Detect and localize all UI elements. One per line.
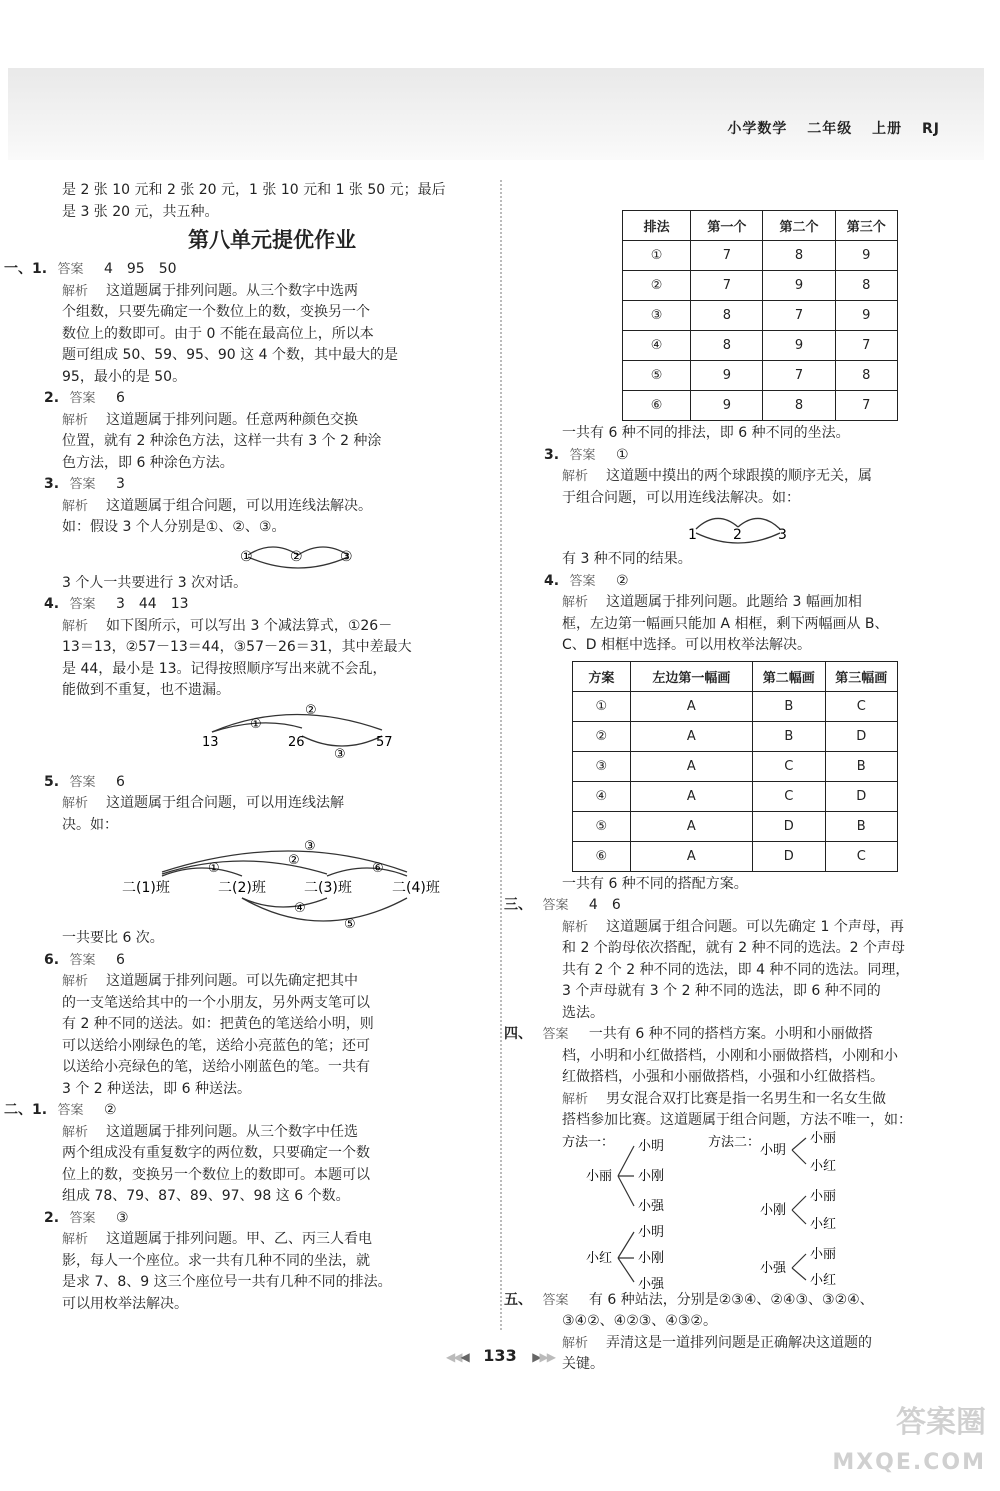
table-cell: 9 — [835, 301, 897, 331]
arc-label: ③ — [334, 746, 346, 762]
method-label: 方法二： — [708, 1134, 761, 1150]
analysis-line: 13＝13，②57－13＝44，③57－26＝31，其中差最大 — [62, 639, 412, 655]
answer-value: 有 6 种站法，分别是②③④、②④③、③②④、 — [588, 1291, 874, 1308]
analysis-label: 解析 — [562, 595, 589, 610]
table-cell: 9 — [835, 241, 897, 271]
q1-6-answer — [44, 950, 482, 972]
analysis-line: 位置，就有 2 种涂色方法，这样一共有 3 个 2 种涂 — [62, 433, 382, 449]
q2-3-answer — [544, 445, 898, 467]
tree-branch — [618, 1232, 634, 1282]
q1-5-answer — [44, 772, 482, 794]
tree-root: 小明 — [760, 1142, 787, 1158]
answer-value: 6 — [115, 773, 125, 790]
analysis-line: 解析 男女混合双打比赛是指一名男生和一名女生做 — [562, 1090, 887, 1107]
answer-value: ② — [103, 1102, 117, 1118]
answer-label: 答案 — [569, 573, 596, 589]
arc — [212, 714, 382, 732]
tree-leaf: 小红 — [810, 1158, 837, 1174]
arc-label: ⑥ — [372, 861, 384, 876]
table-cell: C — [753, 781, 825, 811]
answer-label: 答案 — [69, 952, 96, 968]
q1-5-diagram — [62, 836, 482, 932]
table-header-cell: 左边第一幅画 — [630, 661, 752, 691]
q2-3-diagram — [562, 509, 922, 549]
table-row — [623, 301, 898, 331]
conclusion-line: 一共有 6 种不同的搭配方案。 — [562, 875, 748, 892]
question-number: 二、1. — [4, 1102, 48, 1118]
analysis-line: 是求 7、8、9 这三个座位号一共有几种不同的排法。 — [62, 1274, 392, 1290]
node-label: 1 — [688, 527, 697, 543]
analysis-line: 解析 这道题属于组合问题，可以用连线法解 — [62, 795, 345, 811]
analysis-line: C、D 相框中选择。可以用枚举法解决。 — [562, 637, 812, 653]
analysis-line: 可以用枚举法解决。 — [62, 1295, 188, 1312]
right-body — [504, 445, 912, 1376]
arc — [327, 868, 407, 876]
answer-line: 档，小明和小红做搭档，小刚和小丽做搭档，小刚和小 — [562, 1047, 898, 1064]
next-arrows-icon: ▶▶ — [539, 1350, 554, 1364]
page-number-value: 133 — [483, 1346, 517, 1365]
table-cell: ② — [623, 271, 691, 301]
analysis-line: 搭档参加比赛。这道题属于组合问题，方法不唯一，如： — [562, 1112, 912, 1128]
answer-label: 答案 — [542, 1292, 569, 1308]
q3-answer — [504, 895, 898, 917]
table-cell: ⑤ — [573, 811, 631, 841]
analysis-line: 选法。 — [562, 1004, 604, 1021]
table-cell: 9 — [691, 361, 763, 391]
tree-root: 小强 — [760, 1260, 787, 1276]
table-cell: ③ — [573, 751, 631, 781]
header-grade: 二年级 — [807, 121, 853, 137]
table-cell: ③ — [623, 301, 691, 331]
table-cell: 9 — [691, 391, 763, 421]
answer-value: 一共有 6 种不同的搭档方案。小明和小丽做搭 — [588, 1026, 873, 1042]
conclusion-line: 3 个人一共要进行 3 次对话。 — [62, 574, 248, 591]
question-number: 5. — [44, 773, 60, 790]
table-cell: B — [753, 691, 825, 721]
q2-2-answer — [44, 1208, 482, 1230]
answer-label: 答案 — [569, 447, 596, 463]
answer-label: 答案 — [69, 391, 96, 406]
arc — [242, 898, 407, 921]
node-label: 二(3)班 — [304, 880, 352, 896]
table-row — [573, 781, 898, 811]
table-header-cell: 第一个 — [691, 211, 763, 241]
tree-leaf: 小红 — [810, 1216, 837, 1232]
table-cell: ④ — [623, 331, 691, 361]
q5-answer — [504, 1290, 898, 1312]
arc — [696, 518, 738, 529]
analysis-line: 个组数，只要先确定一个数位上的数，变换另一个 — [62, 304, 370, 320]
node-label: ③ — [340, 548, 353, 565]
unit-title: 第八单元提优作业 — [188, 228, 356, 252]
table-cell: A — [630, 751, 752, 781]
header-band — [8, 68, 984, 160]
tree-leaf: 小丽 — [810, 1130, 837, 1146]
analysis-line: 和 2 个韵母依次搭配，就有 2 种不同的选法。2 个声母 — [562, 940, 905, 956]
method-label: 方法一： — [562, 1134, 615, 1150]
table-cell: 8 — [691, 301, 763, 331]
arc — [302, 736, 382, 746]
table-cell: 7 — [835, 331, 897, 361]
tree-leaf: 小丽 — [810, 1246, 837, 1262]
analysis-line: 共有 2 个 2 种不同的选法，即 4 种不同的选法。同理， — [562, 961, 910, 978]
table-cell: ② — [573, 721, 631, 751]
table-cell: D — [753, 811, 825, 841]
tree-leaf: 小刚 — [638, 1250, 665, 1266]
analysis-line: 解析 这道题中摸出的两个球跟摸的顺序无关，属 — [562, 468, 873, 484]
table-cell: A — [630, 781, 752, 811]
tree-root: 小刚 — [760, 1202, 787, 1218]
tree-leaf: 小强 — [638, 1276, 665, 1292]
table-row — [623, 241, 898, 271]
table-row — [623, 361, 898, 391]
analysis-line: 解析 这道题属于排列问题。此题给 3 幅画加相 — [562, 594, 862, 610]
analysis-line: 3 个声母就有 3 个 2 种不同的选法，即 6 种不同的 — [562, 983, 881, 999]
table-cell: 7 — [835, 391, 897, 421]
analysis-line: 的一支笔送给其中的一个小朋友，另外两支笔可以 — [62, 994, 370, 1011]
table-cell: C — [825, 691, 897, 721]
table-cell: A — [630, 841, 752, 871]
answer-label: 答案 — [69, 774, 96, 790]
node-label: 57 — [376, 734, 393, 750]
table-cell: ① — [623, 241, 691, 271]
analysis-line: 可以送给小刚绿色的笔，送给小亮蓝色的笔；还可 — [62, 1037, 370, 1054]
node-label: 2 — [733, 527, 742, 543]
node-label: 13 — [202, 734, 219, 750]
analysis-line: 解析 这道题属于排列问题。任意两种颜色交换 — [62, 411, 359, 428]
analysis-label: 解析 — [62, 796, 89, 811]
tree-leaf: 小明 — [638, 1224, 665, 1240]
table-cell: A — [630, 721, 752, 751]
tree-branch — [618, 1146, 634, 1206]
table-row — [573, 841, 898, 871]
right-column — [504, 208, 912, 1376]
table-row — [623, 271, 898, 301]
table-cell: 7 — [763, 301, 835, 331]
left-column — [4, 180, 482, 1315]
answer-label: 答案 — [57, 1103, 84, 1118]
question-number: 五、 — [504, 1291, 532, 1308]
node-label: 二(4)班 — [392, 880, 440, 896]
question-number: 一、1. — [4, 261, 48, 277]
arc-label: ① — [250, 716, 262, 732]
arc — [242, 898, 327, 907]
node-label: ① — [240, 548, 253, 565]
table-cell: 9 — [763, 271, 835, 301]
arc — [738, 518, 780, 529]
answer-label: 答案 — [542, 898, 569, 913]
prev-arrows-icon: ◀◀ — [446, 1350, 461, 1364]
site-watermark — [832, 1403, 986, 1483]
analysis-line: 位上的数，变换另一个数位上的数即可。本题可以 — [62, 1166, 370, 1183]
table-header-cell: 第二幅画 — [753, 661, 825, 691]
answer-value: 3 44 13 — [115, 596, 189, 612]
analysis-line: 决。如： — [62, 816, 118, 833]
tree-root: 小红 — [586, 1250, 613, 1266]
analysis-line: 能做到不重复，也不遗漏。 — [62, 682, 230, 698]
analysis-line: 95，最小的是 50。 — [62, 368, 187, 385]
analysis-line: 解析 这道题属于组合问题。可以先确定 1 个声母，再 — [562, 918, 904, 935]
q1-4-diagram — [62, 702, 482, 766]
answer-value: 4 95 50 — [103, 261, 177, 277]
table-cell: 7 — [763, 361, 835, 391]
q1-1-answer — [4, 259, 482, 281]
node-label: 3 — [778, 527, 787, 543]
analysis-line: 题可组成 50、59、95、90 这 4 个数，其中最大的是 — [62, 347, 398, 363]
table-cell: ① — [573, 691, 631, 721]
answer-value: ① — [615, 446, 629, 463]
analysis-line: 解析 这道题属于排列问题。可以先确定把其中 — [62, 973, 359, 989]
tree-branch — [792, 1196, 806, 1224]
header-subject: 小学数学 — [727, 121, 788, 137]
question-number: 6. — [44, 951, 60, 968]
analysis-line: 解析 这道题属于组合问题，可以用连线法解决。 — [62, 497, 373, 514]
analysis-line: 数位上的数即可。由于 0 不能在最高位上，所以本 — [62, 325, 374, 342]
analysis-line: 是 44，最小是 13。记得按照顺序写出来就不会乱， — [62, 660, 387, 677]
question-number: 4. — [44, 596, 60, 612]
table-cell: 8 — [763, 241, 835, 271]
question-number: 三、 — [504, 897, 532, 913]
table-cell: D — [825, 781, 897, 811]
node-label: ② — [290, 548, 303, 565]
header-volume: 上册 — [872, 121, 903, 137]
analysis-label: 解析 — [62, 1124, 89, 1140]
answer-label: 答案 — [57, 262, 84, 277]
tree-leaf: 小红 — [810, 1272, 837, 1288]
analysis-label: 解析 — [62, 498, 89, 514]
analysis-label: 解析 — [62, 283, 89, 299]
analysis-line: 解析 如下图所示，可以写出 3 个减法算式，①26－ — [62, 617, 393, 634]
table-header-cell: 方案 — [573, 661, 631, 691]
book-header — [713, 118, 940, 138]
arc-label: ④ — [294, 901, 306, 916]
table-cell: C — [753, 751, 825, 781]
table-cell: 8 — [691, 331, 763, 361]
analysis-line: 解析 这道题属于排列问题。从三个数字中任选 — [62, 1123, 359, 1140]
watermark-text: 答案圈 — [896, 1405, 986, 1440]
tree-leaf: 小刚 — [638, 1168, 665, 1184]
table-cell: D — [825, 721, 897, 751]
analysis-label: 解析 — [562, 469, 589, 484]
analysis-line: 于组合问题，可以用连线法解决。如： — [562, 489, 800, 506]
question-number: 3. — [544, 446, 560, 463]
answer-value: ③ — [115, 1209, 129, 1226]
table-header-cell: 第三幅画 — [825, 661, 897, 691]
table-cell: A — [630, 811, 752, 841]
intro-line: 是 2 张 10 元和 2 张 20 元，1 张 10 元和 1 张 50 元；最后 — [62, 182, 446, 198]
tree-leaf: 小明 — [638, 1138, 665, 1154]
table-row — [573, 721, 898, 751]
question-number: 4. — [544, 572, 560, 589]
table-header-cell: 第三个 — [835, 211, 897, 241]
analysis-line: 3 个 2 种送法，即 6 种送法。 — [62, 1080, 251, 1097]
answer-value: 6 — [115, 390, 125, 406]
tree-leaf: 小强 — [638, 1198, 665, 1214]
answer-label: 答案 — [542, 1027, 569, 1042]
analysis-line: 解析 弄清这是一道排列问题是正确解决这道题的 — [562, 1334, 873, 1351]
table-cell: ④ — [573, 781, 631, 811]
q4-tree-diagram — [562, 1130, 922, 1292]
conclusion-line: 有 3 种不同的结果。 — [562, 551, 692, 567]
table-row — [573, 691, 898, 721]
next-arrow-icon: ▶ — [532, 1350, 540, 1364]
analysis-label: 解析 — [562, 1335, 589, 1351]
analysis-label: 解析 — [62, 412, 89, 428]
analysis-line: 框，左边第一幅画只能加 A 相框，剩下两幅画从 B、 — [562, 615, 889, 632]
answer-value: 3 — [115, 476, 125, 492]
answer-value: ② — [615, 572, 629, 589]
answer-line: 红做搭档，小强和小丽做搭档，小强和小红做搭档。 — [562, 1069, 884, 1085]
table-row — [573, 751, 898, 781]
conclusion-line: 一共要比 6 次。 — [62, 930, 164, 946]
table-row — [623, 331, 898, 361]
tree-branch — [792, 1138, 806, 1164]
table-row — [573, 811, 898, 841]
analysis-line: 色方法，即 6 种涂色方法。 — [62, 454, 234, 471]
analysis-line: 以送给小亮绿色的笔，送给小刚蓝色的笔。一共有 — [62, 1059, 370, 1075]
tree-leaf: 小丽 — [810, 1188, 837, 1204]
answer-label: 答案 — [69, 597, 96, 612]
question-number: 3. — [44, 476, 60, 492]
q1-4-answer — [44, 594, 482, 616]
q1-2-answer — [44, 388, 482, 410]
table-cell: 8 — [835, 361, 897, 391]
analysis-label: 解析 — [62, 618, 89, 634]
q1-3-answer — [44, 474, 482, 496]
answer-value: 6 — [115, 951, 125, 968]
arc — [162, 868, 242, 876]
analysis-line: 影，每人一个座位。求一共有几种不同的坐法，就 — [62, 1252, 370, 1269]
analysis-label: 解析 — [562, 919, 589, 935]
answer-label: 答案 — [69, 1210, 96, 1226]
table-header-cell: 第二个 — [763, 211, 835, 241]
node-label: 二(1)班 — [122, 880, 170, 896]
answer-line: ③④②、④②③、④③②。 — [562, 1313, 717, 1329]
page-number — [0, 1346, 1000, 1365]
analysis-line: 如：假设 3 个人分别是①、②、③。 — [62, 519, 286, 535]
q4-answer — [504, 1024, 898, 1046]
question-number: 2. — [44, 390, 60, 406]
table-cell: ⑥ — [573, 841, 631, 871]
q2-4-answer — [544, 571, 898, 593]
table-cell: ⑥ — [623, 391, 691, 421]
analysis-label: 解析 — [562, 1091, 589, 1107]
prev-arrow-icon: ◀ — [460, 1350, 468, 1364]
table-cell: ⑤ — [623, 361, 691, 391]
arc-label: ① — [208, 861, 220, 876]
table-cell: 8 — [835, 271, 897, 301]
analysis-line: 关键。 — [562, 1356, 604, 1372]
seating-table — [622, 210, 898, 421]
analysis-line: 解析 这道题属于排列问题。从三个数字中选两 — [62, 282, 359, 299]
intro-line: 是 3 张 20 元，共五种。 — [62, 203, 219, 220]
conclusion-line: 一共有 6 种不同的排法，即 6 种不同的坐法。 — [562, 425, 850, 441]
analysis-label: 解析 — [62, 1232, 89, 1247]
tree-branch — [792, 1254, 806, 1280]
node-label: 26 — [288, 734, 305, 750]
table-cell: B — [825, 811, 897, 841]
arc-label: ③ — [304, 839, 316, 854]
analysis-line: 组成 78、79、87、89、97、98 这 6 个数。 — [62, 1188, 350, 1204]
analysis-label: 解析 — [62, 974, 89, 989]
answer-value: 4 6 — [588, 897, 621, 913]
q2-1-answer — [4, 1100, 482, 1122]
table-cell: C — [825, 841, 897, 871]
arc-label: ② — [288, 853, 300, 868]
table-cell: 7 — [691, 241, 763, 271]
table-cell: 8 — [763, 391, 835, 421]
header-edition: RJ — [922, 121, 940, 137]
arc — [162, 861, 327, 874]
analysis-line: 解析 这道题属于排列问题。甲、乙、丙三人看电 — [62, 1231, 373, 1247]
table-cell: 9 — [763, 331, 835, 361]
watermark-url: MXQE.COM — [832, 1450, 986, 1475]
arc-label: ⑤ — [344, 917, 356, 932]
table-cell: A — [630, 691, 752, 721]
table-cell: B — [753, 721, 825, 751]
q1-3-diagram — [62, 539, 482, 573]
tree-root: 小丽 — [586, 1168, 613, 1184]
table-header-row — [623, 211, 898, 241]
analysis-line: 有 2 种不同的送法。如：把黄色的笔送给小明，则 — [62, 1016, 374, 1032]
arc-label: ② — [305, 702, 317, 718]
column-divider — [500, 180, 502, 1330]
table-header-cell: 排法 — [623, 211, 691, 241]
table-cell: 7 — [691, 271, 763, 301]
arc — [162, 851, 407, 872]
frame-table — [572, 661, 898, 872]
table-row — [623, 391, 898, 421]
table-header-row — [573, 661, 898, 691]
question-number: 四、 — [504, 1026, 532, 1042]
answer-label: 答案 — [69, 477, 96, 492]
node-label: 二(2)班 — [218, 880, 266, 896]
table-cell: B — [825, 751, 897, 781]
analysis-line: 两个组成没有重复数字的两位数，只要确定一个数 — [62, 1145, 370, 1161]
table-cell: D — [753, 841, 825, 871]
question-number: 2. — [44, 1209, 60, 1226]
